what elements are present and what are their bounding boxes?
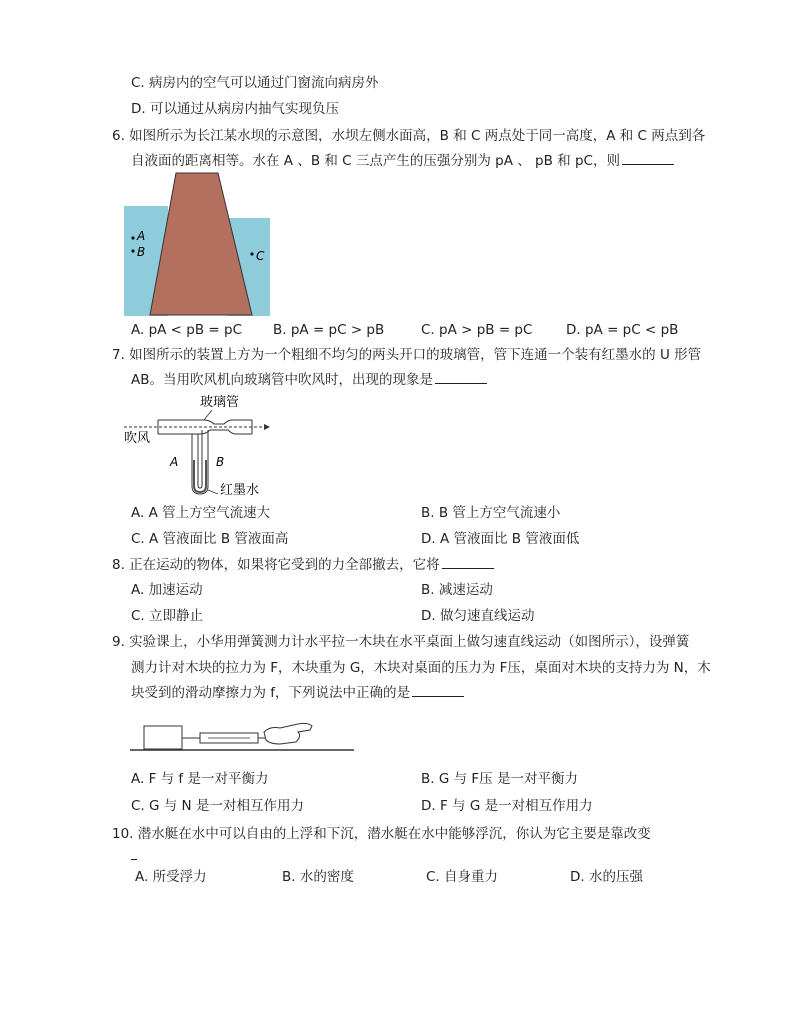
point-c-label: C — [256, 249, 265, 263]
point-a-label: A — [137, 229, 146, 243]
q10-option-c: C. 自身重力 — [426, 869, 499, 885]
q7-stem-line1: 7. 如图所示的装置上方为一个粗细不均匀的两头开口的玻璃管，管下连通一个装有红墨水的 U 形管 — [112, 347, 702, 363]
q8-stem-text: 8. 正在运动的物体，如果将它受到的力全部撤去，它将 — [112, 557, 440, 573]
q7-stem-line2-text: AB。当用吹风机向玻璃管中吹风时，出现的现象是 — [131, 372, 433, 388]
q9-option-d: D. F 与 G 是一对相互作用力 — [421, 798, 593, 814]
q8-option-b: B. 减速运动 — [421, 582, 493, 598]
q6-stem-line2 — [131, 152, 674, 170]
q9-option-a: A. F 与 f 是一对平衡力 — [131, 771, 269, 787]
hand-icon — [264, 723, 312, 744]
q7-answer-blank — [435, 371, 487, 384]
glass-tube-label: 玻璃管 — [200, 395, 240, 410]
q9-stem-line3-text: 块受到的滑动摩擦力为 f，下列说法中正确的是 — [131, 685, 411, 701]
q6-answer-blank — [622, 152, 674, 165]
q10-option-b: B. 水的密度 — [282, 869, 354, 885]
q9-option-c: C. G 与 N 是一对相互作用力 — [131, 798, 304, 814]
q8-option-d: D. 做匀速直线运动 — [421, 608, 535, 624]
q8-option-a: A. 加速运动 — [131, 582, 203, 598]
q9-option-b: B. G 与 F压 是一对平衡力 — [421, 771, 578, 787]
q9-stem-line2: 测力计对木块的拉力为 F，木块重为 G，木块对桌面的压力为 F压，桌面对木块的支持力为 N，木 — [131, 660, 711, 676]
q9-stem-line3 — [131, 684, 464, 702]
tube-a-label: A — [170, 455, 179, 469]
q7-option-d: D. A 管液面比 B 管液面低 — [421, 531, 580, 547]
dam-diagram — [124, 172, 270, 316]
point-b-label: B — [137, 245, 146, 259]
q6-option-c: C. pA > pB = pC — [421, 322, 533, 338]
point-b-dot — [131, 249, 134, 252]
q10-stem: 10. 潜水艇在水中可以自由的上浮和下沉，潜水艇在水中能够浮沉，你认为它主要是靠改变 — [112, 826, 651, 842]
q7-option-b: B. B 管上方空气流速小 — [421, 505, 561, 521]
red-ink-label: 红墨水 — [220, 483, 260, 498]
q7-stem-line2 — [131, 371, 487, 389]
q5-option-c: C. 病房内的空气可以通过门窗流向病房外 — [131, 75, 379, 91]
q6-stem-line2-text: 自液面的距离相等。水在 A 、B 和 C 三点产生的压强分别为 pA 、 pB 和 pC，则 — [131, 153, 620, 169]
q8-stem — [112, 556, 494, 574]
q7-option-c: C. A 管液面比 B 管液面高 — [131, 531, 289, 547]
q10-option-a: A. 所受浮力 — [135, 869, 207, 885]
q10-option-d: D. 水的压强 — [570, 869, 643, 885]
q9-stem-line1: 9. 实验课上，小华用弹簧测力计水平拉一木块在水平桌面上做匀速直线运动（如图所示），设弹簧 — [112, 634, 690, 650]
q5-option-d: D. 可以通过从病房内抽气实现负压 — [131, 101, 339, 117]
q8-option-c: C. 立即静止 — [131, 608, 204, 624]
q8-answer-blank — [442, 556, 494, 569]
point-c-dot — [250, 252, 253, 255]
venturi-tube-diagram — [124, 390, 270, 500]
q6-option-b: B. pA = pC > pB — [273, 322, 385, 338]
q6-option-a: A. pA < pB = pC — [131, 322, 242, 338]
q6-stem-line1: 6. 如图所示为长江某水坝的示意图，水坝左侧水面高，B 和 C 两点处于同一高度，A 和 C 两点到各 — [112, 128, 706, 144]
wind-label: 吹风 — [124, 431, 151, 446]
q6-option-d: D. pA = pC < pB — [566, 322, 679, 338]
q7-option-a: A. A 管上方空气流速大 — [131, 505, 271, 521]
point-a-dot — [131, 236, 134, 239]
tube-b-label: B — [216, 455, 225, 469]
wood-block — [144, 726, 182, 749]
q9-answer-blank — [412, 684, 464, 697]
spring-scale-diagram — [130, 716, 354, 756]
q10-answer-blank — [131, 850, 137, 860]
